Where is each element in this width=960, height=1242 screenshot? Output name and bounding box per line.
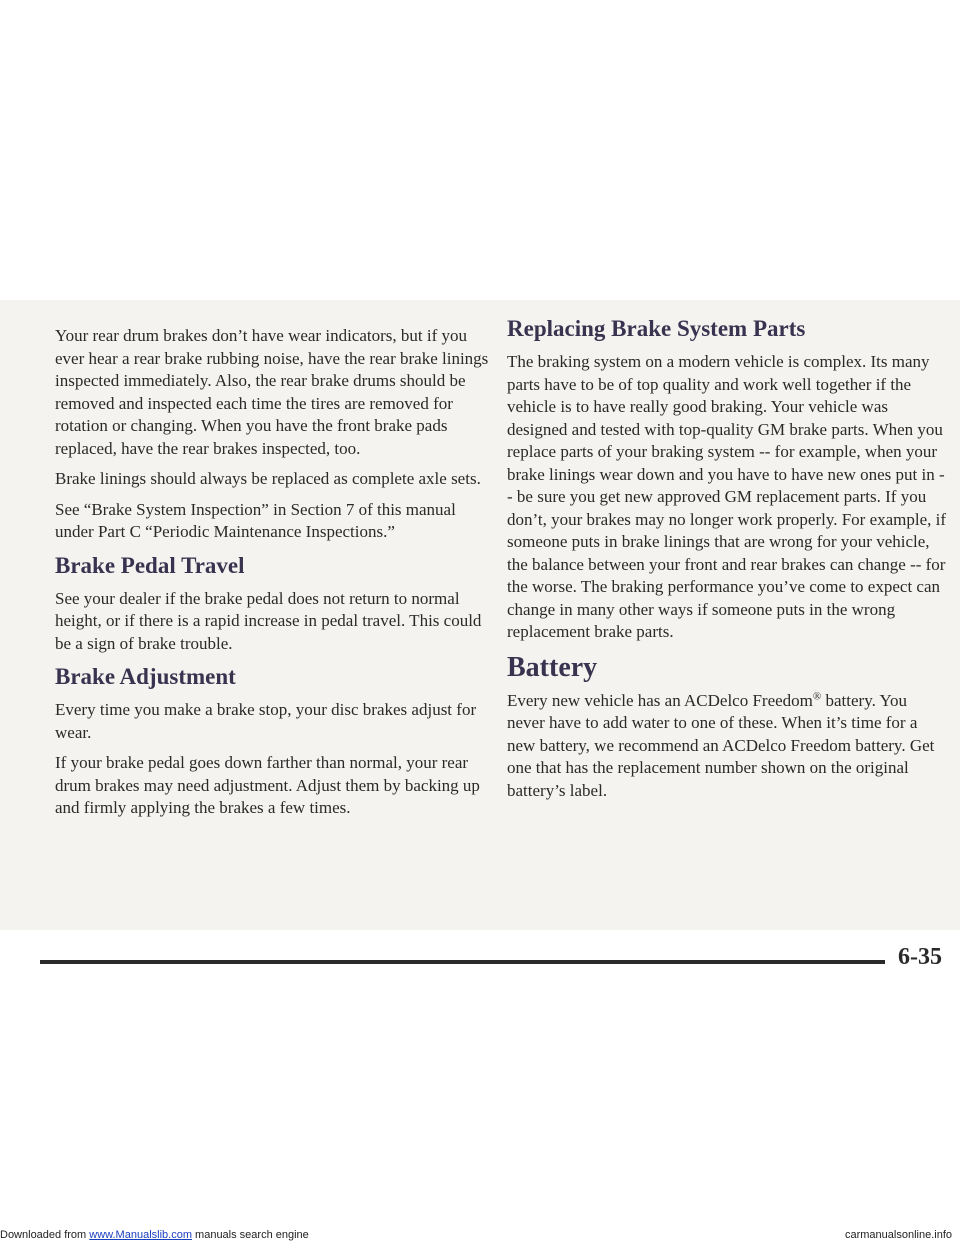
left-column: [55, 325, 495, 828]
brake-pedal-travel-paragraph: See your dealer if the brake pedal does not return to normal height, or if there is a rapid increase in pedal travel. This could be a sign of brake trouble.: [55, 588, 482, 653]
brake-adjustment-paragraph-1: Every time you make a brake stop, your disc brakes adjust for wear.: [55, 700, 477, 742]
brake-adjustment-heading: Brake Adjustment: [55, 664, 236, 689]
footer-rule: [40, 960, 885, 964]
manualslib-link[interactable]: www.Manualslib.com: [89, 1229, 192, 1241]
battery-text-start: Every new vehicle has an ACDelco Freedom: [507, 690, 813, 710]
page-number: 6-35: [898, 944, 942, 970]
download-prefix: Downloaded from: [0, 1229, 90, 1241]
replacing-brake-parts-paragraph: The braking system on a modern vehicle is complex. Its many parts have to be of top quality and work well together if the vehicle is to have really good braking. Your vehicle was designed and tested with top-quality GM brake parts. When you replace parts of your braking system -- for example, when your brake linings wear down and you have to have new ones put in -- be sure you get new approved GM replacement parts. If you don’t, your brakes may no longer work properly. For example, if someone puts in brake linings that are wrong for your vehicle, the balance between your front and rear brakes can change -- for the worse. The braking performance you’ve come to expect can change in many other ways if someone puts in the wrong replacement brake parts.: [507, 352, 947, 641]
inspection-reference-paragraph: See “Brake System Inspection” in Section 7 of this manual under Part C “Periodic Maintenance Inspections.”: [55, 499, 456, 541]
battery-text-end: battery. You never have to add water to one of these. When it’s time for a new battery, we recommend an ACDelco Freedom battery. Get one that has the replacement number shown on the original battery’s label.: [507, 690, 935, 800]
brake-adjustment-paragraph-2: If your brake pedal goes down farther than normal, your rear drum brakes may need adjustment. Adjust them by backing up and firmly applying the brakes a few times.: [55, 753, 480, 817]
linings-paragraph: Brake linings should always be replaced as complete axle sets.: [55, 469, 481, 488]
right-column: [507, 316, 947, 810]
download-source-footer: [0, 1229, 309, 1241]
replacing-brake-parts-heading: Replacing Brake System Parts: [507, 316, 806, 341]
watermark-footer: carmanualsonline.info: [844, 1229, 952, 1241]
rear-drum-paragraph: Your rear drum brakes don’t have wear indicators, but if you ever hear a rear brake rubbing noise, have the rear brake linings inspected immediately. Also, the rear brake drums should be removed and inspected each time the tires are removed for rotation or changing. When you have the front brake pads replaced, have the rear brakes inspected, too.: [55, 326, 489, 458]
battery-paragraph: [507, 690, 947, 803]
registered-mark: ®: [812, 689, 822, 702]
brake-pedal-travel-heading: Brake Pedal Travel: [55, 552, 245, 578]
battery-heading: Battery: [507, 651, 598, 683]
download-suffix: manuals search engine: [191, 1229, 309, 1241]
